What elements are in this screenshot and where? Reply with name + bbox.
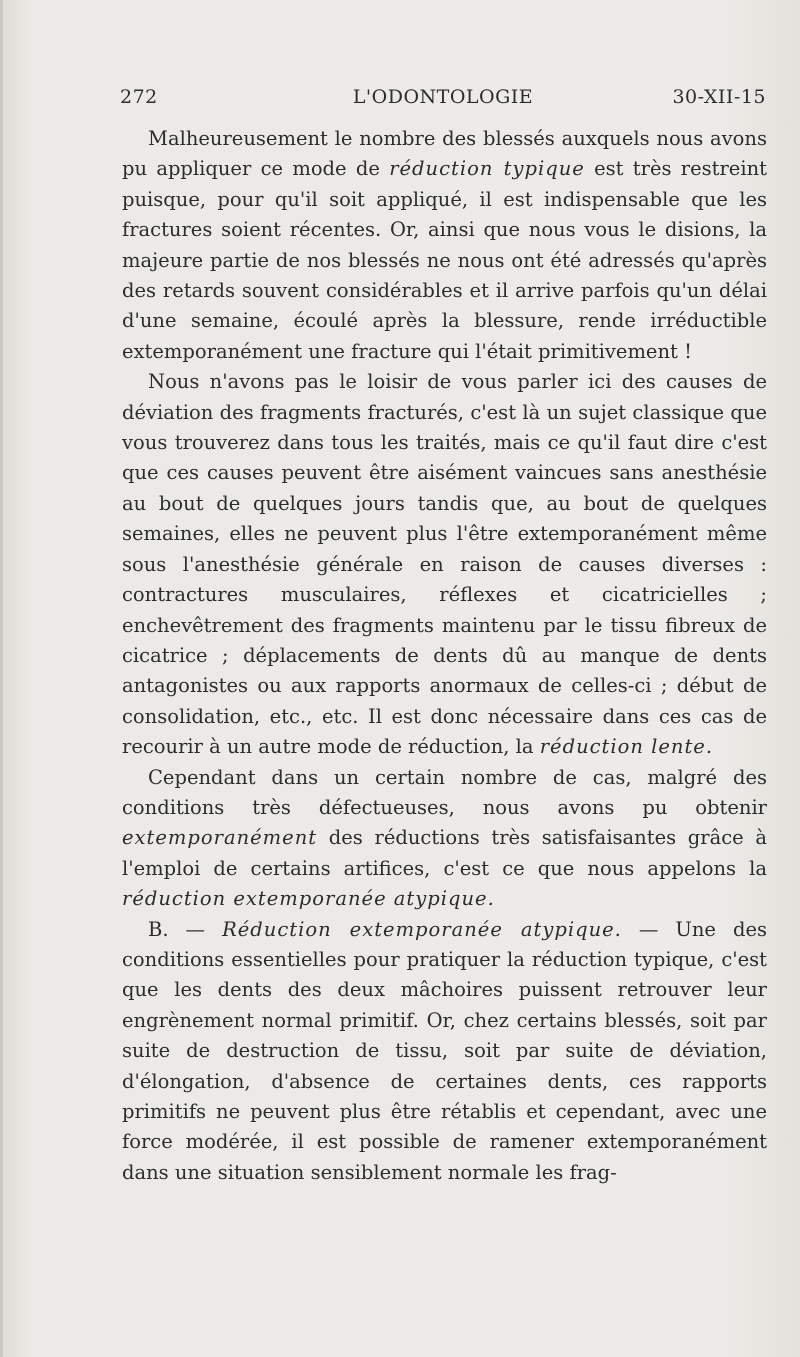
- paragraph-3: [122, 763, 767, 915]
- paragraph-1-text-a: Malheureusement le nombre des blessés auxquels nous avons pu appliquer ce mode de: [122, 127, 767, 181]
- paragraph-4: [122, 915, 767, 1189]
- paragraph-3-emphasis-b: réduction extemporanée atypique.: [122, 887, 495, 911]
- paragraph-1: [122, 124, 767, 367]
- paragraph-2: [122, 367, 767, 762]
- paragraph-3-emphasis-a: extemporanément: [122, 826, 318, 850]
- running-header: [120, 86, 766, 116]
- paragraph-1-text-b: est très restreint puisque, pour qu'il soit appliqué, il est indispensable que les fractures soient récentes. Or, ainsi que nous vous le disions, la majeure partie de nos blessés ne nous ont été adressés qu'après des retards souvent considérables et il arrive parfois qu'un délai d'une semaine, écoulé après la blessure, rende irréductible extemporanément une fracture qui l'était primitivement !: [122, 157, 767, 363]
- issue-date: 30-XII-15: [672, 86, 766, 108]
- page-number: 272: [120, 86, 158, 108]
- paragraph-2-text-a: Nous n'avons pas le loisir de vous parler ici des causes de déviation des fragments fracturés, c'est là un sujet classique que vous trouverez dans tous les traités, mais ce qu'il faut dire c'est que ces causes peuvent être aisément vaincues sans anesthésie au bout de quelques jours tandis que, au bout de quelques semaines, elles ne peuvent plus l'être extemporanément même sous l'anesthésie générale en raison de causes diverses : contractures musculaires, réflexes et cicatricielles ; enchevêtrement des fragments maintenu par le tissu fibreux de cicatrice ; déplacements de dents dû au manque de dents antagonistes ou aux rapports anormaux de celles-ci ; début de consolidation, etc., etc. Il est donc nécessaire dans ces cas de recourir à un autre mode de réduction, la: [122, 370, 767, 759]
- page-gutter-edge: [0, 0, 3, 1357]
- paragraph-3-text-a: Cependant dans un certain nombre de cas, malgré des conditions très défectueuses, nous avons pu obtenir: [122, 765, 767, 819]
- paragraph-4-text-a: B. —: [148, 917, 223, 941]
- paragraph-3-text-b: des réductions très satisfaisantes grâce à l'emploi de certains artifices, c'est ce que nous appelons la: [122, 826, 767, 880]
- paragraph-4-emphasis: Réduction extemporanée atypique.: [222, 917, 622, 941]
- paragraph-4-text-b: — Une des conditions essentielles pour pratiquer la réduction typique, c'est que les dents des deux mâchoires puissent retrouver leur engrènement normal primitif. Or, chez certains blessés, soit par suite de destruction de tissu, soit par suite de déviation, d'élongation, d'absence de certaines dents, ces rapports primitifs ne peuvent plus être rétablis et cependant, avec une force modérée, il est possible de ramener extemporanément dans une situation sensiblement normale les frag-: [122, 917, 767, 1184]
- body-text: [122, 124, 767, 1188]
- paragraph-2-emphasis: réduction lente.: [539, 735, 714, 759]
- paragraph-1-emphasis: réduction typique: [389, 157, 585, 181]
- journal-title: L'ODONTOLOGIE: [352, 86, 534, 108]
